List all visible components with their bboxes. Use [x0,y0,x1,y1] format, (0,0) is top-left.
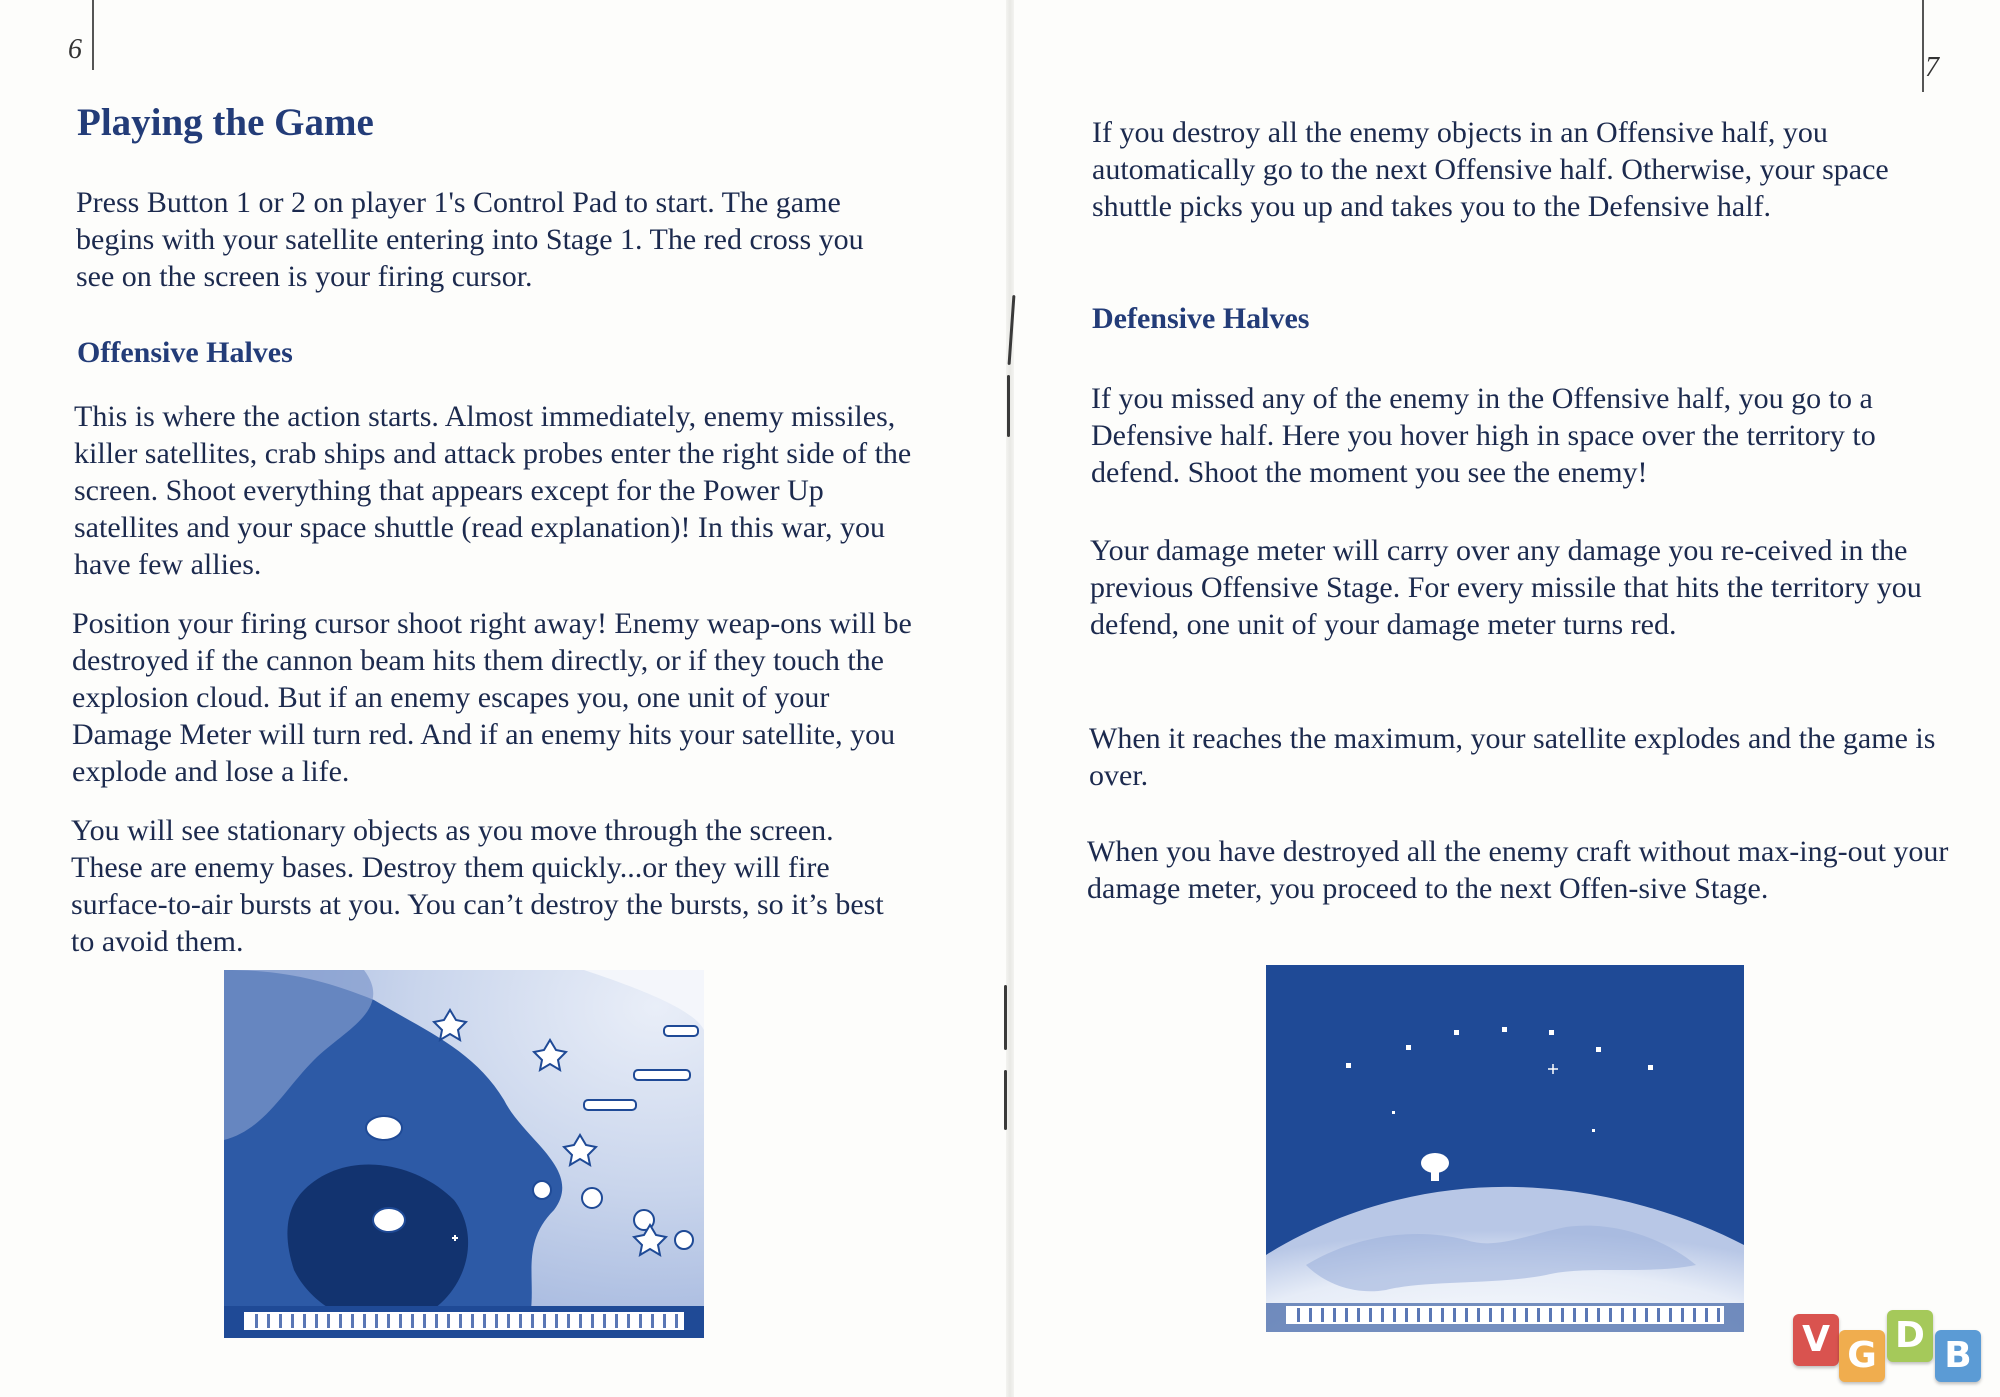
watermark-letter: G [1839,1330,1885,1382]
offensive-paragraph-2: Position your firing cursor shoot right away! Enemy weap-ons will be destroyed if the cannon beam hits them directly, or if they touch the explosion cloud. But if an enemy escapes you, one unit of your Damage Meter will turn red. And if an enemy hits your satellite, you explode and lose a life. [72,607,912,788]
section-heading-offensive: Offensive Halves [77,336,293,369]
defensive-paragraph-2: Your damage meter will carry over any damage you re-ceived in the previous Offensive Stage. For every missile that hits the territory you defend, one unit of your damage meter turns red. [1090,534,1922,641]
offensive-paragraph-1: This is where the action starts. Almost immediately, enemy missiles, killer satellites, crab ships and attack probes enter the right side of the screen. Shoot everything that appears except for the Power Up satellites and your space shuttle (read explanation)! In this war, you have few allies. [74,400,912,581]
watermark-letter: B [1935,1330,1981,1382]
page-number: 7 [1925,52,1939,83]
defensive-stage-screenshot [1266,965,1744,1332]
vgdb-watermark-logo [1793,1310,1993,1390]
defensive-paragraph-3: When it reaches the maximum, your satellite explodes and the game is over. [1089,722,1936,792]
watermark-letter: D [1887,1310,1933,1362]
watermark-letter: V [1793,1314,1839,1366]
damage-meter [1286,1306,1724,1324]
intro-paragraph: If you destroy all the enemy objects in an Offensive half, you automatically go to the next Offensive half. Otherwise, your space shuttle picks you up and takes you to the Defensive half. [1092,116,1889,223]
page-title: Playing the Game [77,101,374,144]
offensive-stage-screenshot [224,970,704,1338]
offensive-stage-illustration [224,970,704,1338]
binding-stitch [1004,985,1007,1050]
damage-meter [244,1312,684,1330]
intro-paragraph: Press Button 1 or 2 on player 1's Control Pad to start. The game begins with your satellite entering into Stage 1. The red cross you see on the screen is your firing cursor. [76,186,864,293]
defensive-stage-illustration [1266,965,1744,1332]
section-heading-defensive: Defensive Halves [1092,302,1310,335]
binding-stitch [1004,1070,1007,1130]
defensive-paragraph-1: If you missed any of the enemy in the Offensive half, you go to a Defensive half. Here you hover high in space over the territory to defend. Shoot the moment you see the enemy! [1091,382,1876,489]
page-number: 6 [68,34,82,65]
defensive-paragraph-4: When you have destroyed all the enemy craft without max-ing-out your damage meter, you proceed to the next Offen-sive Stage. [1087,835,1949,905]
page-edge-mark [92,0,94,70]
offensive-paragraph-3: You will see stationary objects as you move through the screen. These are enemy bases. Destroy them quickly...or they will fire surface-to-air bursts at you. You can’t destroy the bursts, so it’s best to avoid them. [71,814,884,958]
right-page [1010,0,2000,1397]
page-edge-mark [1922,0,1924,92]
